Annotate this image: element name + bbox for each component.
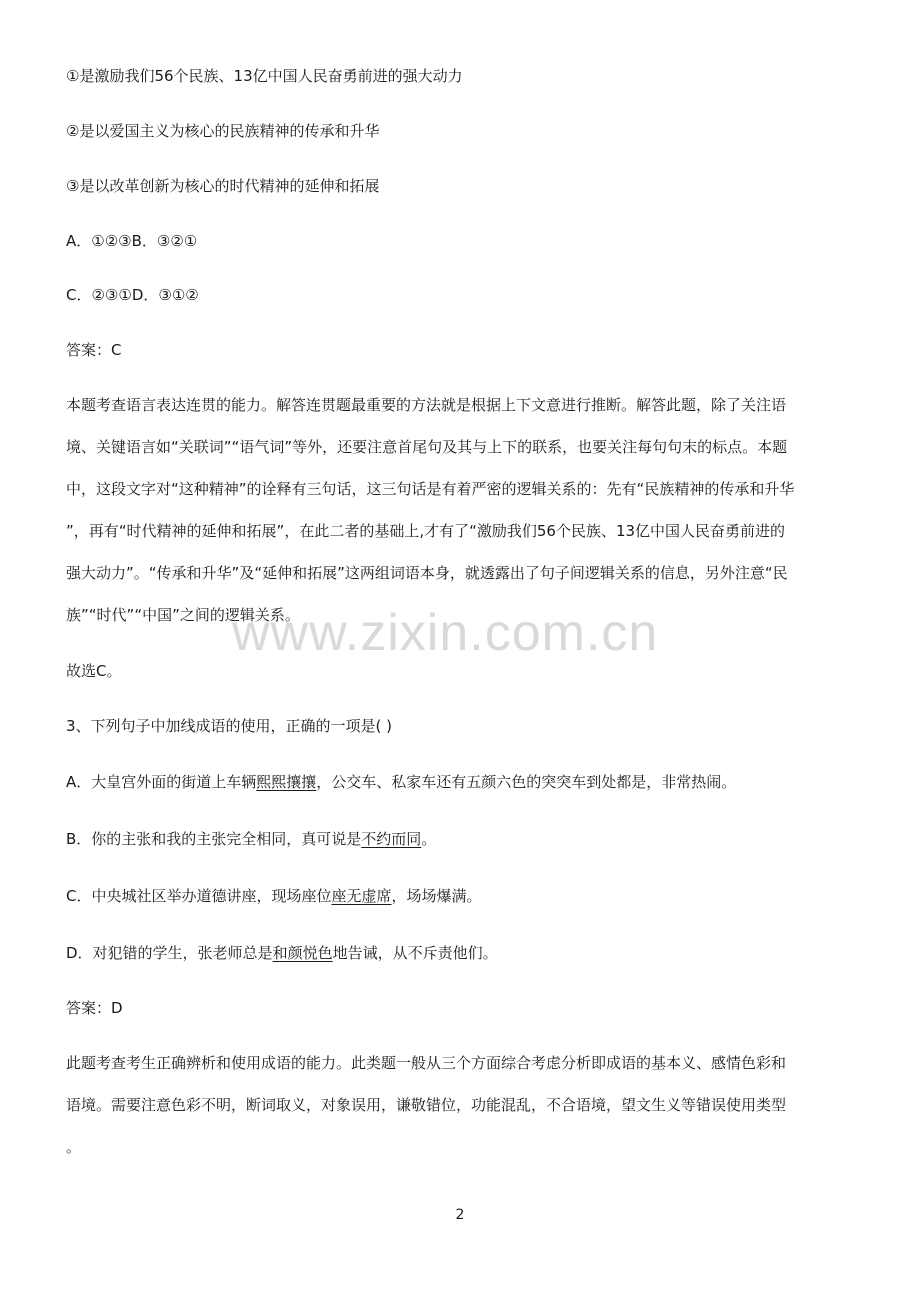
analysis-q2 [66, 384, 856, 636]
analysis-q3 [66, 1042, 856, 1168]
analysis-q3-line: 。 [66, 1138, 82, 1156]
watermark: www.zixin.com.cn [232, 604, 659, 662]
options-q2-cd: C．②③①D．③①② [66, 286, 199, 304]
analysis-q3-line: 语境。需要注意色彩不明，断词取义，对象误用，谦敬错位，功能混乱，不合语境，望文生义等错误使用类型 [66, 1096, 787, 1114]
option-c: C．中央城社区举办道德讲座，现场座位座无虚席，场场爆满。 [66, 887, 482, 905]
analysis-q3-line: 此题考查考生正确辨析和使用成语的能力。此类题一般从三个方面综合考虑分析即成语的基本义、感情色彩和 [66, 1054, 787, 1072]
option-b: B．你的主张和我的主张完全相同，真可说是不约而同。 [66, 830, 437, 848]
options-q2-ab: A．①②③B．③②① [66, 232, 198, 250]
statement-3: ③是以改革创新为核心的时代精神的延伸和拓展 [66, 177, 380, 195]
analysis-q2-line: 强大动力”。“传承和升华”及“延伸和拓展”这两组词语本身，就透露出了句子间逻辑关系的信息，另外注意“民 [66, 564, 788, 582]
analysis-q2-line: 境、关键语言如“关联词”“语气词”等外，还要注意首尾句及其与上下的联系，也要关注每句句末的标点。本题 [66, 438, 788, 456]
analysis-q2-line: 本题考查语言表达连贯的能力。解答连贯题最重要的方法就是根据上下文意进行推断。解答此题，除了关注语 [66, 396, 787, 414]
underlined-idiom: 熙熙攘攘 [256, 773, 317, 791]
option-a: A．大皇宫外面的街道上车辆熙熙攘攘，公交车、私家车还有五颜六色的突突车到处都是，非常热闹。 [66, 773, 737, 791]
page-number: 2 [455, 1207, 465, 1223]
statement-2: ②是以爱国主义为核心的民族精神的传承和升华 [66, 122, 380, 140]
underlined-idiom: 不约而同 [361, 830, 422, 848]
option-d: D．对犯错的学生，张老师总是和颜悦色地告诫，从不斥责他们。 [66, 944, 498, 962]
statement-1: ①是激励我们56个民族、13亿中国人民奋勇前进的强大动力 [66, 67, 463, 85]
analysis-q2-line: 中，这段文字对“这种精神”的诠释有三句话，这三句话是有着严密的逻辑关系的：先有“民族精神的传承和升华 [66, 480, 795, 498]
analysis-q2-line: ”，再有“时代精神的延伸和拓展”，在此二者的基础上,才有了“激励我们56个民族、13亿中国人民奋勇前进的 [66, 522, 786, 540]
question-3: 3、下列句子中加线成语的使用，正确的一项是( ) [66, 717, 393, 735]
answer-q3: 答案：D [66, 999, 123, 1017]
underlined-idiom: 和颜悦色 [272, 944, 333, 962]
analysis-q2-line: 族”“时代”“中国”之间的逻辑关系。 [66, 606, 300, 624]
underlined-idiom: 座无虚席 [331, 887, 392, 905]
conclusion-q2: 故选C。 [66, 662, 122, 680]
answer-q2: 答案：C [66, 341, 122, 359]
